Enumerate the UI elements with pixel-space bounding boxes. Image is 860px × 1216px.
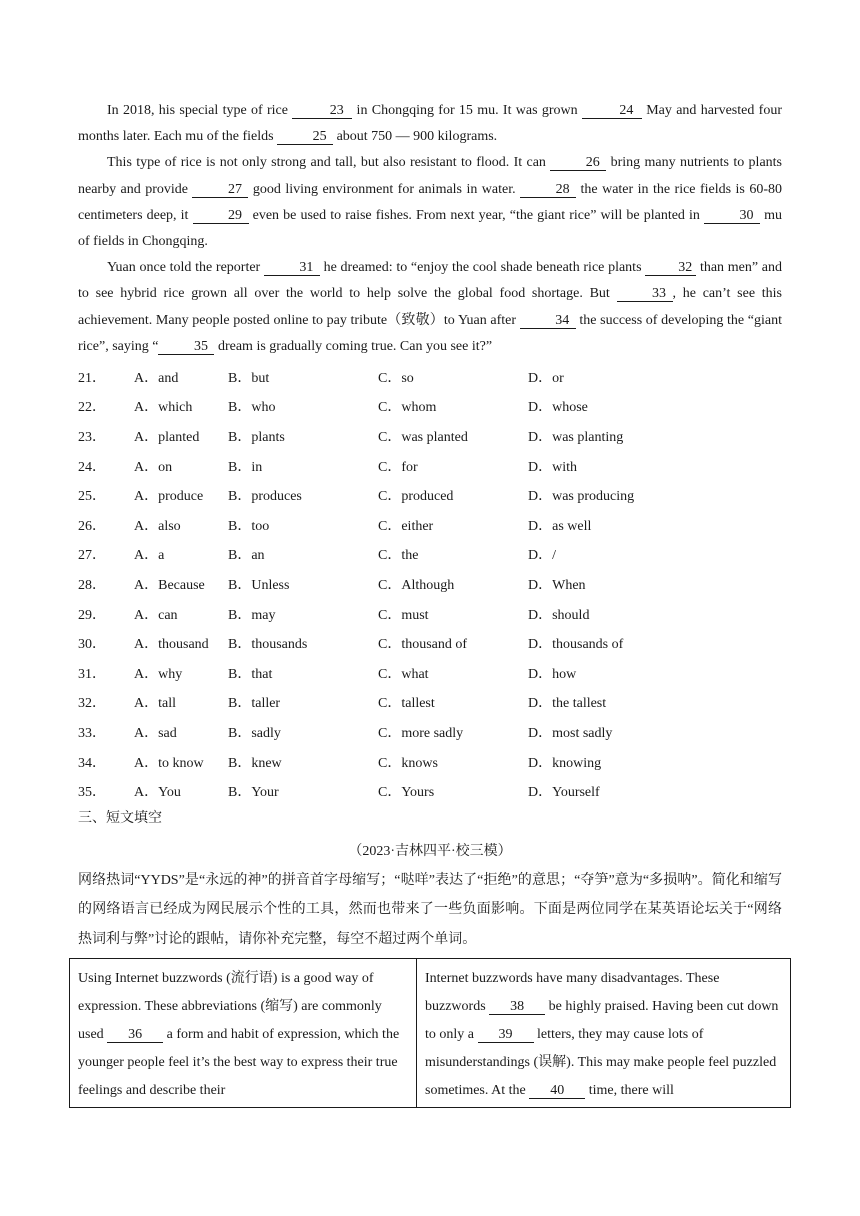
option-c[interactable]: C．the <box>378 548 419 564</box>
option-d[interactable]: D．should <box>528 607 590 623</box>
option-b[interactable]: B．in <box>228 459 263 475</box>
option-c[interactable]: C．either <box>378 518 434 534</box>
option-d[interactable]: D．the tallest <box>528 696 607 712</box>
option-row-29 <box>78 599 782 629</box>
blank-26[interactable]: 26 <box>550 156 606 171</box>
option-c[interactable]: C．whom <box>378 400 437 416</box>
blank-25[interactable]: 25 <box>277 130 333 145</box>
document-page <box>78 98 782 954</box>
blank-24[interactable]: 24 <box>582 104 642 119</box>
blank-27[interactable]: 27 <box>192 183 248 198</box>
question-number: 35． <box>78 785 106 801</box>
option-d[interactable]: D．thousands of <box>528 637 624 653</box>
option-row-30 <box>78 628 782 658</box>
question-source: （2023·吉林四平·校三模） <box>348 843 512 859</box>
section-instructions: 网络热词“YYDS”是“永远的神”的拼音首字母缩写；“哒咩”表达了“拒绝”的意思；“夺笋”意为“多损呐”。简化和缩写的网络语言已经成为网民展示个性的工具，然而也带来了一些负面影响。下面是两位同学在某英语论坛关于“网络热词利与弊”讨论的跟帖，请你补充完整，每空不超过两个单词。 <box>78 872 782 947</box>
option-row-22 <box>78 392 782 422</box>
option-c[interactable]: C．so <box>378 370 414 386</box>
question-number: 23． <box>78 430 106 446</box>
option-b[interactable]: B．but <box>228 370 270 386</box>
option-row-32 <box>78 688 782 718</box>
option-d[interactable]: D．how <box>528 666 577 682</box>
option-a[interactable]: A．planted <box>134 430 200 446</box>
option-b[interactable]: B．too <box>228 518 270 534</box>
option-a[interactable]: A．sad <box>134 725 177 741</box>
option-c[interactable]: C．Although <box>378 577 455 593</box>
option-a[interactable]: A．tall <box>134 696 176 712</box>
option-c[interactable]: C．tallest <box>378 696 435 712</box>
option-a[interactable]: A．a <box>134 548 165 564</box>
question-number: 29． <box>78 607 106 623</box>
blank-28[interactable]: 28 <box>520 183 576 198</box>
option-c[interactable]: C．what <box>378 666 429 682</box>
blank-29[interactable]: 29 <box>193 209 249 224</box>
blank-30[interactable]: 30 <box>704 209 760 224</box>
blank-36[interactable]: 36 <box>107 1028 163 1043</box>
option-d[interactable]: D．was planting <box>528 430 624 446</box>
option-row-25 <box>78 480 782 510</box>
option-c[interactable]: C．knows <box>378 755 438 771</box>
blank-32[interactable]: 32 <box>645 261 696 276</box>
option-row-24 <box>78 451 782 481</box>
question-number: 34． <box>78 755 106 771</box>
blank-23[interactable]: 23 <box>292 104 352 119</box>
passage-paragraph-2: This type of rice is not only strong and tall, but also resistant to flood. It can 26 bring many nutrients to plants nearby and provide 27 good living environment for animals in water. 28 the water in the rice fields is 60-80 centimeters deep, it 29 even be used to raise fishes. From next year, “the giant rice” will be planted in 30 mu of fields in Chongqing. <box>78 155 783 250</box>
option-d[interactable]: D．with <box>528 459 577 475</box>
option-d[interactable]: D．whose <box>528 400 588 416</box>
option-b[interactable]: B．Your <box>228 785 279 801</box>
option-d[interactable]: D．as well <box>528 518 592 534</box>
question-number: 33． <box>78 725 106 741</box>
question-number: 26． <box>78 518 106 534</box>
option-a[interactable]: A．which <box>134 400 193 416</box>
option-a[interactable]: A．to know <box>134 755 204 771</box>
blank-31[interactable]: 31 <box>264 261 320 276</box>
option-b[interactable]: B．thousands <box>228 637 308 653</box>
options-list <box>78 362 782 806</box>
option-c[interactable]: C．Yours <box>378 785 435 801</box>
option-a[interactable]: A．You <box>134 785 181 801</box>
option-row-31 <box>78 658 782 688</box>
option-d[interactable]: D．knowing <box>528 755 602 771</box>
blank-40[interactable]: 40 <box>529 1084 585 1099</box>
option-row-34 <box>78 747 782 777</box>
table-cell-left: Using Internet buzzwords (流行语) is a good way of expression. These abbreviations (缩写) are commonly used 36 a form and habit of expression, which the younger people feel it’s the best way to express their true feelings and describe their <box>70 959 417 1107</box>
option-b[interactable]: B．taller <box>228 696 281 712</box>
option-b[interactable]: B．sadly <box>228 725 281 741</box>
question-number: 30． <box>78 637 106 653</box>
option-d[interactable]: D．/ <box>528 548 556 564</box>
passage-paragraph-3: Yuan once told the reporter 31 he dreamed: to “enjoy the cool shade beneath rice plants 32 than men” and to see hybrid rice grown all over the world to help solve the global food shortage. But 33 , he can’t see this achievement. Many people posted online to pay tribute（致敬）to Yuan after 34 the success of developing the “giant rice”, saying “ 35 dream is gradually coming true. Can you see it?” <box>78 260 783 354</box>
option-a[interactable]: A．thousand <box>134 637 209 653</box>
blank-33[interactable]: 33 <box>617 287 673 302</box>
option-row-27 <box>78 540 782 570</box>
option-row-21 <box>78 362 782 392</box>
option-d[interactable]: D．was producing <box>528 489 635 505</box>
question-number: 31． <box>78 666 106 682</box>
question-number: 22． <box>78 400 106 416</box>
option-row-28 <box>78 569 782 599</box>
blank-35[interactable]: 35 <box>158 340 214 355</box>
option-c[interactable]: C．more sadly <box>378 725 464 741</box>
option-a[interactable]: A．and <box>134 370 179 386</box>
question-number: 27． <box>78 548 106 564</box>
blank-34[interactable]: 34 <box>520 314 576 329</box>
option-b[interactable]: B．knew <box>228 755 282 771</box>
option-d[interactable]: D．Yourself <box>528 785 600 801</box>
option-b[interactable]: B．plants <box>228 430 285 446</box>
option-b[interactable]: B．who <box>228 400 276 416</box>
question-number: 21． <box>78 370 106 386</box>
option-b[interactable]: B．Unless <box>228 577 290 593</box>
option-b[interactable]: B．produces <box>228 489 302 505</box>
question-number: 25． <box>78 489 106 505</box>
table-cell-right: Internet buzzwords have many disadvantages. These buzzwords 38 be highly praised. Having been cut down to only a 39 letters, they may cause lots of misunderstandings (误解). This may make people feel puzzled sometimes. At the 40 time, there will <box>425 971 779 1098</box>
option-a[interactable]: A．also <box>134 518 181 534</box>
question-number: 24． <box>78 459 106 475</box>
passage-paragraph-1: In 2018, his special type of rice 23 in Chongqing for 15 mu. It was grown 24 May and harvested four months later. Each mu of the fields 25 about 750 — 900 kilograms. <box>78 103 782 145</box>
option-row-33 <box>78 717 782 747</box>
option-a[interactable]: A．produce <box>134 489 204 505</box>
option-d[interactable]: D．or <box>528 370 564 386</box>
option-a[interactable]: A．Because <box>134 577 205 593</box>
option-a[interactable]: A．on <box>134 459 173 475</box>
discussion-table <box>69 958 791 1108</box>
option-c[interactable]: C．must <box>378 607 429 623</box>
option-row-35 <box>78 776 782 806</box>
option-a[interactable]: A．can <box>134 607 178 623</box>
blank-39[interactable]: 39 <box>478 1028 534 1043</box>
question-number: 28． <box>78 577 106 593</box>
option-d[interactable]: D．When <box>528 577 586 593</box>
option-b[interactable]: B．may <box>228 607 276 623</box>
section-title: 三、短文填空 <box>78 810 162 826</box>
option-row-26 <box>78 510 782 540</box>
question-number: 32． <box>78 696 106 712</box>
option-c[interactable]: C．produced <box>378 489 454 505</box>
option-row-23 <box>78 421 782 451</box>
option-d[interactable]: D．most sadly <box>528 725 613 741</box>
blank-38[interactable]: 38 <box>489 1000 545 1015</box>
option-a[interactable]: A．why <box>134 666 183 682</box>
option-c[interactable]: C．for <box>378 459 418 475</box>
option-b[interactable]: B．an <box>228 548 265 564</box>
option-c[interactable]: C．was planted <box>378 430 468 446</box>
option-c[interactable]: C．thousand of <box>378 637 468 653</box>
option-b[interactable]: B．that <box>228 666 273 682</box>
